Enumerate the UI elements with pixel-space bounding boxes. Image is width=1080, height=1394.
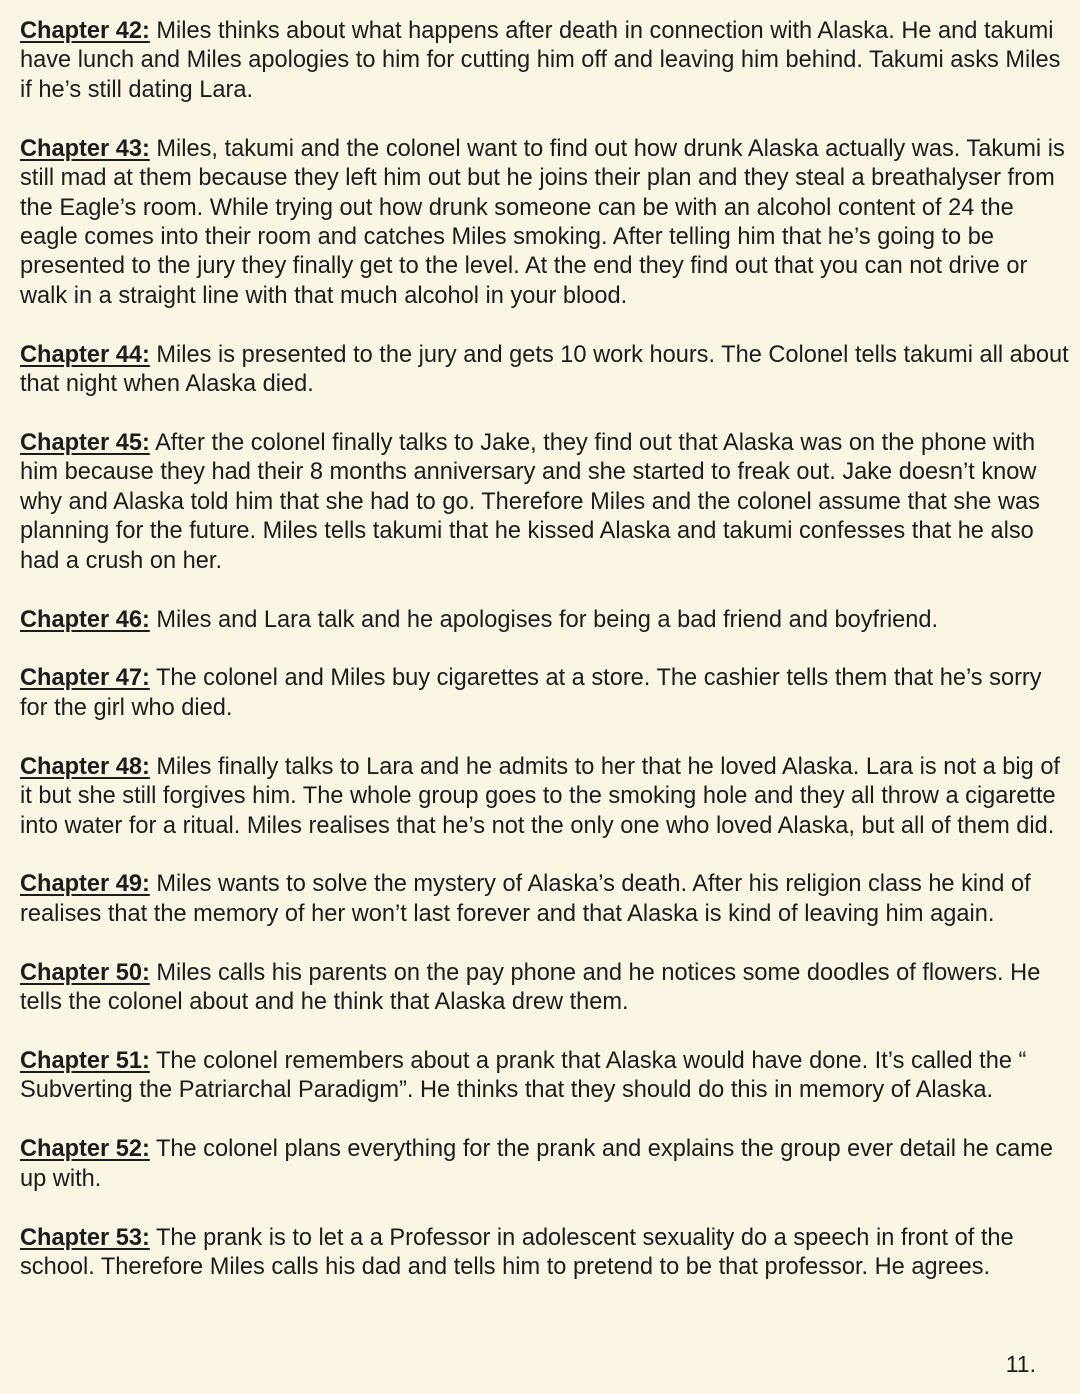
chapter-summary-text: The colonel remembers about a prank that Alaska would have done. It’s called the “ Subverting the Patriarchal Paradigm”. He thinks that they should do this in memory of Alaska.	[20, 1048, 1027, 1104]
chapter-label: Chapter 43:	[20, 135, 150, 162]
chapter-label: Chapter 51:	[20, 1048, 150, 1075]
chapter-entry-43	[20, 135, 1070, 311]
chapter-summary-text: Miles and Lara talk and he apologises for being a bad friend and boyfriend.	[149, 606, 939, 633]
chapter-summary-text: Miles thinks about what happens after death in connection with Alaska. He and takumi have lunch and Miles apologies to him for cutting him off and leaving him behind. Takumi asks Miles if he’s still dating Lara.	[20, 18, 1061, 103]
chapter-label: Chapter 50:	[20, 959, 150, 986]
chapter-entry-44	[20, 341, 1070, 400]
chapter-label: Chapter 47:	[20, 665, 150, 692]
page-number: 11.	[1005, 1351, 1036, 1377]
chapter-entry-45	[20, 429, 1070, 576]
chapter-entry-49	[20, 870, 1070, 929]
chapter-label: Chapter 49:	[20, 871, 150, 898]
chapter-summary-text: Miles wants to solve the mystery of Alaska’s death. After his religion class he kind of realises that the memory of her won’t last forever and that Alaska is kind of leaving him again.	[20, 871, 1031, 927]
chapter-summary-text: Miles is presented to the jury and gets 10 work hours. The Colonel tells takumi all about that night when Alaska died.	[20, 341, 1069, 398]
chapter-label: Chapter 48:	[20, 753, 150, 780]
chapter-summary-page	[20, 17, 1070, 1312]
chapter-entry-42	[20, 17, 1070, 105]
chapter-entry-46	[20, 606, 1070, 635]
chapter-entry-51	[20, 1047, 1070, 1106]
chapter-summary-text: The prank is to let a a Professor in adolescent sexuality do a speech in front of the school. Therefore Miles calls his dad and tells him to pretend to be that professor. He agrees.	[20, 1224, 1014, 1281]
chapter-label: Chapter 44:	[20, 341, 150, 368]
chapter-entry-52	[20, 1135, 1070, 1194]
chapter-summary-text: Miles finally talks to Lara and he admits to her that he loved Alaska. Lara is not a big of it but she still forgives him. The whole group goes to the smoking hole and they all throw a cigarette into water for a ritual. Miles realises that he’s not the only one who loved Alaska, but all of them did.	[20, 753, 1060, 839]
chapter-summary-text: Miles, takumi and the colonel want to find out how drunk Alaska actually was. Takumi is still mad at them because they left him out but he joins their plan and they steal a breathalyser from the Eagle’s room. While trying out how drunk someone can be with an alcohol content of 24 the eagle comes into their room and catches Miles smoking. After telling him that he’s going to be presented to the jury they finally get to the level. At the end they find out that you can not drive or walk in a straight line with that much alcohol in your blood.	[20, 135, 1065, 309]
chapter-entry-53	[20, 1224, 1070, 1283]
chapter-label: Chapter 46:	[20, 606, 150, 633]
chapter-entry-50	[20, 959, 1070, 1018]
chapter-label: Chapter 42:	[20, 18, 150, 44]
chapter-summary-text: After the colonel finally talks to Jake, they find out that Alaska was on the phone with him because they had their 8 months anniversary and she started to freak out. Jake doesn’t know why and Alaska told him that she had to go. Therefore Miles and the colonel assume that she was planning for the future. Miles tells takumi that he kissed Alaska and takumi confesses that he also had a crush on her.	[20, 429, 1040, 574]
chapter-summary-text: Miles calls his parents on the pay phone and he notices some doodles of flowers. He tells the colonel about and he think that Alaska drew them.	[20, 959, 1041, 1016]
chapter-entry-48	[20, 753, 1070, 841]
chapter-label: Chapter 52:	[20, 1136, 150, 1163]
chapter-summary-text: The colonel and Miles buy cigarettes at a store. The cashier tells them that he’s sorry for the girl who died.	[20, 665, 1042, 721]
chapter-label: Chapter 53:	[20, 1224, 150, 1251]
chapter-entry-47	[20, 664, 1070, 723]
chapter-label: Chapter 45:	[20, 429, 150, 456]
chapter-summary-text: The colonel plans everything for the prank and explains the group ever detail he came up with.	[20, 1136, 1054, 1192]
